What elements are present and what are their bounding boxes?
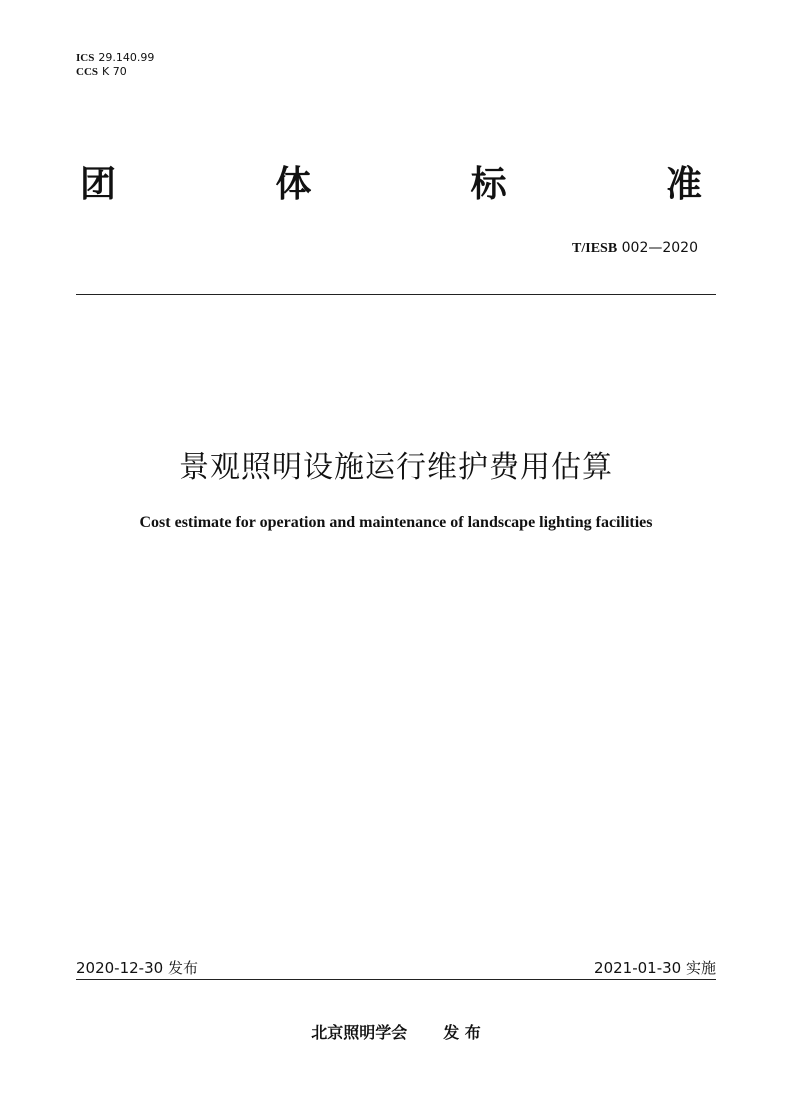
issue-date: 2020-12-30 发布 [76, 959, 198, 977]
publisher-name: 北京照明学会 [311, 1023, 408, 1042]
standard-type-char: 团 [80, 164, 117, 205]
document-title-chinese: 景观照明设施运行维护费用估算 [179, 450, 613, 485]
ccs-value: K 70 [102, 65, 127, 78]
standard-code-number: 002—2020 [621, 240, 698, 256]
publisher-action: 发 布 [443, 1023, 481, 1042]
document-title-english: Cost estimate for operation and maintenance of landscape lighting facilities [139, 514, 653, 531]
standard-type-char: 准 [665, 164, 702, 205]
footer-divider [76, 979, 716, 980]
ccs-row [76, 65, 154, 79]
ics-label: ICS [76, 52, 95, 64]
publisher-line [0, 1020, 792, 1043]
ccs-label: CCS [76, 66, 99, 78]
standard-type-char: 体 [275, 164, 312, 205]
effective-date: 2021-01-30 实施 [594, 959, 716, 977]
classification-block [76, 51, 154, 79]
ics-value: 29.140.99 [98, 51, 155, 64]
header-divider [76, 294, 716, 295]
standard-type-char: 标 [470, 164, 507, 205]
standard-code-prefix: T/IESB [572, 241, 618, 256]
ics-row [76, 51, 154, 65]
standard-type-heading [80, 160, 702, 210]
standard-code [572, 240, 698, 257]
